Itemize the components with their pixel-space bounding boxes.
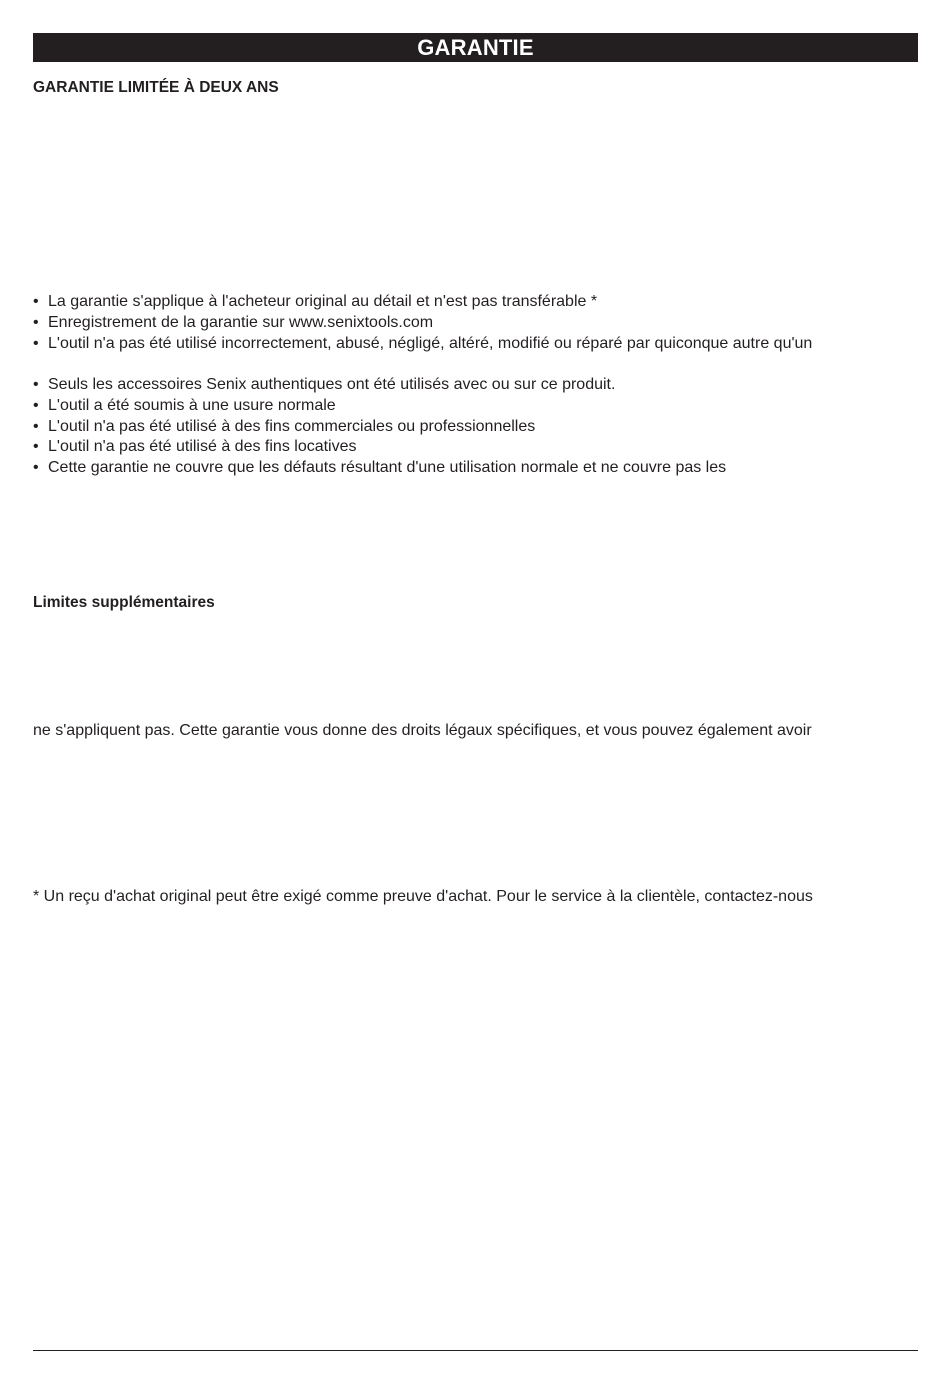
list-item-text: L'outil n'a pas été utilisé à des fins locatives (48, 438, 357, 455)
list-item (33, 376, 615, 394)
list-item (33, 293, 597, 311)
list-item (33, 335, 812, 353)
bullet-icon: • (33, 335, 39, 352)
list-item (33, 314, 433, 332)
limits-text: ne s'appliquent pas. Cette garantie vous donne des droits légaux spécifiques, et vous pouvez également avoir (33, 722, 812, 739)
bullet-icon: • (33, 438, 39, 455)
list-item-text: Enregistrement de la garantie sur www.senixtools.com (48, 314, 434, 331)
bullet-icon: • (33, 397, 39, 414)
bullet-icon: • (33, 418, 39, 435)
list-item (33, 438, 357, 456)
list-item-text: L'outil n'a pas été utilisé incorrectement, abusé, négligé, altéré, modifié ou réparé par quiconque autre qu'un (48, 335, 813, 352)
bullet-icon: • (33, 459, 39, 476)
list-item (33, 418, 535, 436)
list-item-text: L'outil n'a pas été utilisé à des fins commerciales ou professionnelles (48, 418, 536, 435)
list-item (33, 459, 726, 477)
bullet-icon: • (33, 314, 39, 331)
list-item-text: L'outil a été soumis à une usure normale (48, 397, 336, 414)
bullet-icon: • (33, 293, 39, 310)
list-item (33, 397, 336, 415)
footnote: * Un reçu d'achat original peut être exigé comme preuve d'achat. Pour le service à la clientèle, contactez-nous (33, 888, 813, 905)
limits-heading: Limites supplémentaires (33, 594, 215, 611)
list-item-text: La garantie s'applique à l'acheteur original au détail et n'est pas transférable * (48, 293, 598, 310)
warranty-heading: GARANTIE LIMITÉE À DEUX ANS (33, 79, 279, 96)
page-title: GARANTIE (33, 33, 918, 62)
footer-divider (33, 1350, 918, 1351)
bullet-icon: • (33, 376, 39, 393)
list-item-text: Seuls les accessoires Senix authentiques ont été utilisés avec ou sur ce produit. (48, 376, 616, 393)
list-item-text: Cette garantie ne couvre que les défauts résultant d'une utilisation normale et ne couvre pas les (48, 459, 727, 476)
